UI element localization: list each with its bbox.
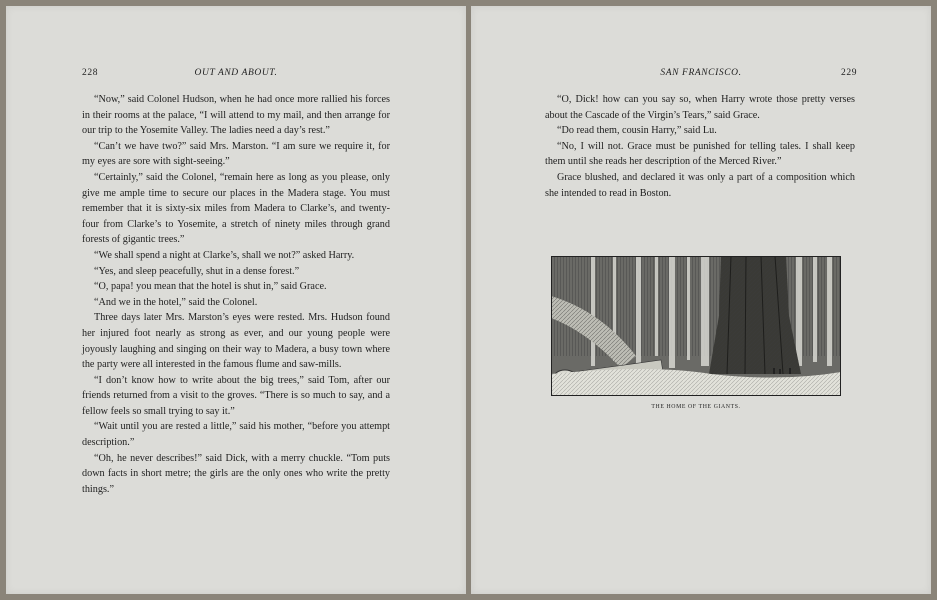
right-page-text (545, 92, 855, 201)
paragraph: “We shall spend a night at Clarke’s, shall we not?” asked Harry. (94, 249, 355, 261)
paragraph: “Wait until you are rested a little,” said his mother, “before you attempt description.” (82, 421, 390, 449)
paragraph: “No, I will not. Grace must be punished for telling tales. I shall keep them until she reads her description of the Merced River.” (545, 140, 855, 168)
page-number: 228 (82, 68, 99, 78)
paragraph: “O, Dick! how can you say so, when Harry wrote those pretty verses about the Cascade of the Virgin’s Tears,” said Grace. (545, 94, 855, 121)
illustration-caption: THE HOME OF THE GIANTS. (651, 404, 741, 410)
paragraph: “And we in the hotel,” said the Colonel. (94, 296, 258, 308)
paragraph: “Can’t we have two?” said Mrs. Marston. “I am sure we require it, for my eyes are sore with sight-seeing.” (82, 140, 390, 168)
running-head: OUT AND ABOUT. (194, 68, 278, 78)
paragraph: “O, papa! you mean that the hotel is shut in,” said Grace. (94, 281, 327, 293)
paragraph: “Now,” said Colonel Hudson, when he had once more rallied his forces in their rooms at the palace, “I will attend to my mail, and then arrange for our trip to the Yosemite Valley. The ladies need a day’s rest.” (82, 94, 390, 137)
forest-engraving-illustration (551, 256, 841, 396)
right-page (471, 6, 931, 594)
giant-trees-picture (551, 256, 841, 396)
paragraph: “I don’t know how to write about the big trees,” said Tom, after our friends returned from a visit to the groves. “There is so much to say, and a fellow feels so small trying to say it.” (82, 374, 390, 417)
paragraph: “Oh, he never describes!” said Dick, with a merry chuckle. “Tom puts down facts in short metre; the girls are the only ones who write the pretty things.” (82, 452, 390, 495)
paragraph: “Certainly,” said the Colonel, “remain here as long as you please, only give me ample time to secure our places in the Madera stage. You must remember that it is sixty-six miles from Madera to Clarke’s, and twenty-four from Clarke’s to Yosemite, a stretch of ninety miles through grand forests of gigantic trees.” (82, 171, 390, 246)
paragraph: “Yes, and sleep peacefully, shut in a dense forest.” (94, 265, 300, 277)
paragraph: Grace blushed, and declared it was only a part of a composition which she intended to read in Boston. (545, 171, 855, 199)
paragraph: “Do read them, cousin Harry,” said Lu. (557, 125, 717, 137)
page-number: 229 (841, 68, 858, 78)
left-page (6, 6, 466, 594)
left-page-text (82, 92, 390, 497)
paragraph: Three days later Mrs. Marston’s eyes were rested. Mrs. Hudson found her injured foot nearly as strong as ever, and our young people were joyously laughing and singing on their way to Madera, a busy town where the party were all interested in the famous flume and saw-mills. (82, 312, 390, 371)
running-head: SAN FRANCISCO. (660, 68, 742, 78)
